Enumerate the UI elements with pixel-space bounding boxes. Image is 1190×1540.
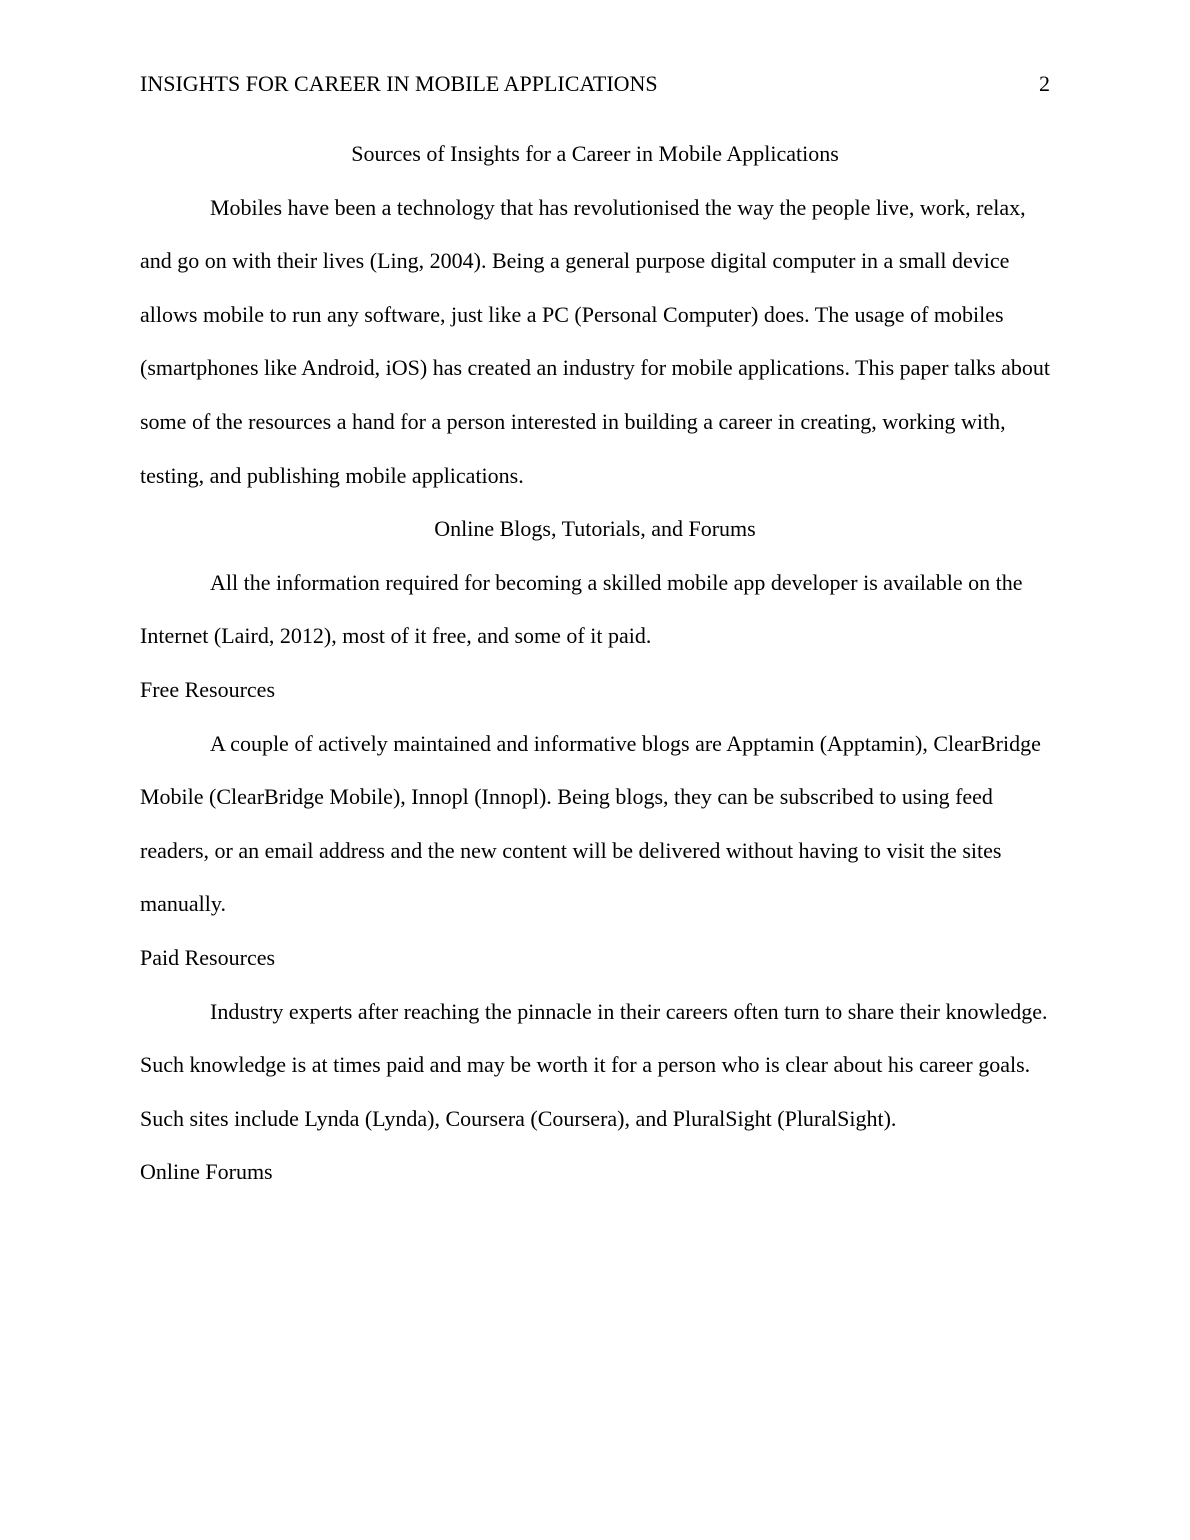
subheading-free-resources: Free Resources [140,676,276,702]
subheading-paid-resources: Paid Resources [140,944,276,970]
intro-paragraph: Mobiles have been a technology that has revolutionised the way the people live, work, relax, and go on with their lives (Ling, 2004). Being a general purpose digital computer in a small device allows mobile to run any software, just like a PC (Personal Computer) does. The usage of mobiles (smartphones like Android, iOS) has created an industry for mobile applications. This paper talks about some of the resources a hand for a person interested in building a career in creating, working with, testing, and publishing mobile applications. [140,194,1050,488]
paid-resources-paragraph: Industry experts after reaching the pinnacle in their careers often turn to share their knowledge. Such knowledge is at times paid and may be worth it for a person who is clear about his career goals. Such sites include Lynda (Lynda), Coursera (Coursera), and PluralSight (PluralSight). [140,998,1048,1131]
running-head: INSIGHTS FOR CAREER IN MOBILE APPLICATIONS [140,71,658,96]
section-heading-online-blogs: Online Blogs, Tutorials, and Forums [434,516,756,542]
subheading-online-forums: Online Forums [140,1159,273,1185]
document-title: Sources of Insights for a Career in Mobile Applications [351,141,839,166]
online-blogs-paragraph: All the information required for becoming a skilled mobile app developer is available on the Internet (Laird, 2012), most of it free, and some of it paid. [140,569,1023,649]
page-number: 2 [1039,71,1050,96]
free-resources-paragraph: A couple of actively maintained and informative blogs are Apptamin (Apptamin), ClearBridge Mobile (ClearBridge Mobile), Innopl (Innopl). Being blogs, they can be subscribed to using feed readers, or an email address and the new content will be delivered without having to visit the sites manually. [140,730,1041,917]
document-body [140,127,1050,1199]
